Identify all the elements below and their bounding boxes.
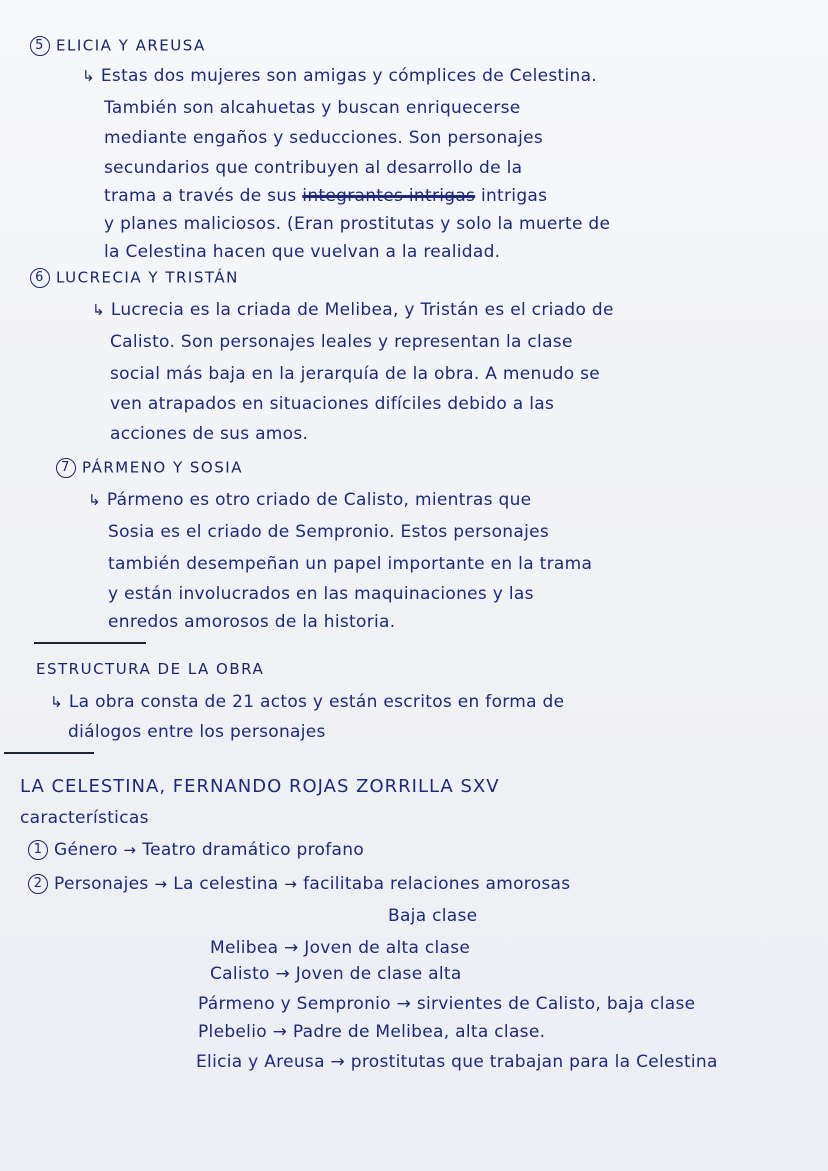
note-line: Calisto. Son personajes leales y representan la clase [110,332,573,352]
feature-item: 2 Personajes → La celestina → facilitaba relaciones amorosas [28,874,570,894]
section-title: PÁRMENO Y SOSIA [82,458,243,477]
character-line: Calisto → Joven de clase alta [210,964,462,984]
item-number: 2 [28,874,48,894]
arrow-icon: ↳ [92,301,105,319]
arrow-icon: ↳ [88,491,101,509]
note-line: enredos amorosos de la historia. [108,612,396,632]
section-number: 7 [56,458,76,478]
note-line: ↳ Estas dos mujeres son amigas y cómplices de Celestina. [82,66,598,86]
arrow-icon: → [123,841,137,859]
arrow-icon: → [284,875,298,893]
note-line: acciones de sus amos. [110,424,309,444]
note-line: y están involucrados en las maquinaciones y las [108,584,534,604]
note-line: trama a través de sus integrantes intrigas intrigas [104,186,548,206]
arrow-icon: ↳ [50,693,63,711]
section-title: ELICIA Y AREUSA [56,36,206,55]
section-number: 6 [30,268,50,288]
note-line: y planes maliciosos. (Eran prostitutas y solo la muerte de [104,214,611,234]
section-title: LUCRECIA Y TRISTÁN [56,268,239,287]
divider [34,642,146,644]
divider [4,752,94,754]
note-line: diálogos entre los personajes [68,722,326,742]
character-line: Pármeno y Sempronio → sirvientes de Calisto, baja clase [198,994,696,1014]
note-line: social más baja en la jerarquía de la obra. A menudo se [110,364,601,384]
section-number: 5 [30,36,50,56]
note-line: ↳ La obra consta de 21 actos y están escritos en forma de [50,692,565,712]
feature-item: 1 Género → Teatro dramático profano [28,840,364,860]
note-line: secundarios que contribuyen al desarrollo de la [104,158,523,178]
celestina-subtitle: características [20,808,149,828]
note-line: ↳ Lucrecia es la criada de Melibea, y Tristán es el criado de [92,300,614,320]
section-lucrecia-heading [30,268,239,288]
celestina-title: LA CELESTINA, FERNANDO ROJAS ZORRILLA SXV [20,776,500,797]
note-line: También son alcahuetas y buscan enriquecerse [104,98,521,118]
section-estructura-heading: ESTRUCTURA DE LA OBRA [36,660,265,678]
note-line: la Celestina hacen que vuelvan a la realidad. [104,242,501,262]
note-line: también desempeñan un papel importante en la trama [108,554,593,574]
character-line: Plebelio → Padre de Melibea, alta clase. [198,1022,546,1042]
section-elicia-heading [30,36,206,56]
item-number: 1 [28,840,48,860]
arrow-icon: → [154,875,168,893]
note-line: mediante engaños y seducciones. Son personajes [104,128,544,148]
character-line: Melibea → Joven de alta clase [210,938,471,958]
note-line: ven atrapados en situaciones difíciles debido a las [110,394,555,414]
arrow-icon: ↳ [82,67,95,85]
note-line: ↳ Pármeno es otro criado de Calisto, mientras que [88,490,532,510]
struck-text: integrantes intrigas [302,186,476,206]
section-parmeno-heading [56,458,243,478]
character-line: Elicia y Areusa → prostitutas que trabajan para la Celestina [196,1052,718,1072]
feature-item-note: Baja clase [388,906,478,926]
note-line: Sosia es el criado de Sempronio. Estos personajes [108,522,550,542]
